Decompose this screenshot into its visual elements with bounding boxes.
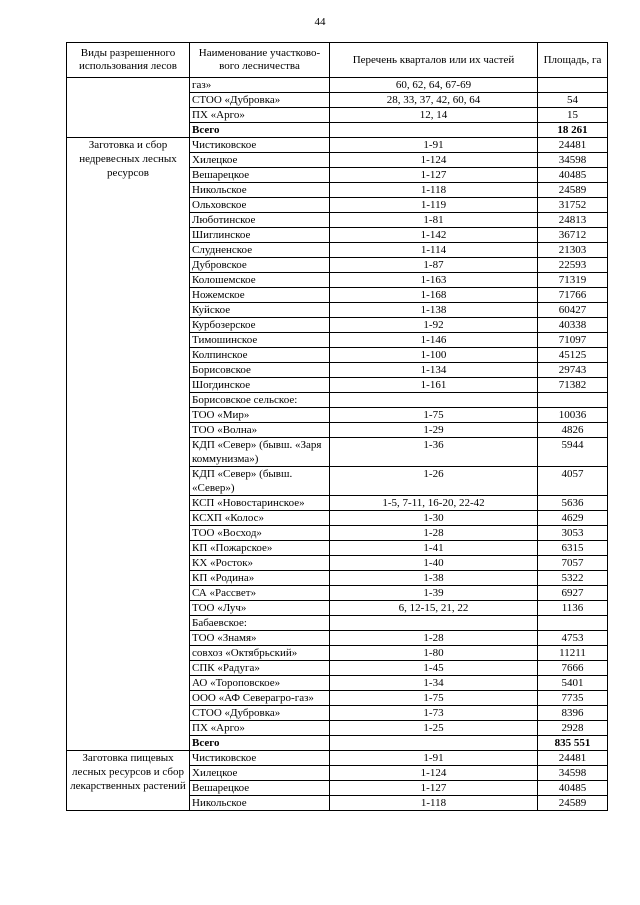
- use-type-cell: [67, 78, 190, 138]
- forestry-name-cell: газ»: [190, 78, 330, 93]
- header-forestry-name: Наименование участково-вого лесничества: [190, 43, 330, 78]
- forestry-name-cell: Люботинское: [190, 213, 330, 228]
- area-cell: 60427: [538, 303, 608, 318]
- area-cell: 4629: [538, 511, 608, 526]
- quarters-cell: 1-30: [330, 511, 538, 526]
- forestry-name-cell: АО «Тороповское»: [190, 676, 330, 691]
- forestry-name-cell: Хилецкое: [190, 766, 330, 781]
- table-row: [67, 78, 608, 93]
- area-cell: 34598: [538, 766, 608, 781]
- area-cell: 34598: [538, 153, 608, 168]
- area-cell: [538, 616, 608, 631]
- forestry-name-cell: Всего: [190, 123, 330, 138]
- quarters-cell: 1-80: [330, 646, 538, 661]
- forestry-name-cell: Дубровское: [190, 258, 330, 273]
- quarters-cell: 1-26: [330, 467, 538, 496]
- area-cell: 5322: [538, 571, 608, 586]
- quarters-cell: 1-92: [330, 318, 538, 333]
- area-cell: 7666: [538, 661, 608, 676]
- area-cell: 40485: [538, 781, 608, 796]
- forest-use-table: [66, 42, 608, 811]
- area-cell: 6927: [538, 586, 608, 601]
- area-cell: 31752: [538, 198, 608, 213]
- area-cell: 4753: [538, 631, 608, 646]
- area-cell: 4826: [538, 423, 608, 438]
- forestry-name-cell: СПК «Радуга»: [190, 661, 330, 676]
- area-cell: 24481: [538, 751, 608, 766]
- forestry-name-cell: СА «Рассвет»: [190, 586, 330, 601]
- forestry-name-cell: ТОО «Волна»: [190, 423, 330, 438]
- forestry-name-cell: совхоз «Октябрьский»: [190, 646, 330, 661]
- forestry-name-cell: Ножемское: [190, 288, 330, 303]
- quarters-cell: 1-118: [330, 183, 538, 198]
- forestry-name-cell: Ольховское: [190, 198, 330, 213]
- area-cell: 18 261: [538, 123, 608, 138]
- area-cell: 11211: [538, 646, 608, 661]
- forestry-name-cell: КП «Пожарское»: [190, 541, 330, 556]
- header-use-type: Виды разрешенного использования лесов: [67, 43, 190, 78]
- quarters-cell: 28, 33, 37, 42, 60, 64: [330, 93, 538, 108]
- forestry-name-cell: ТОО «Мир»: [190, 408, 330, 423]
- area-cell: 5401: [538, 676, 608, 691]
- quarters-cell: 1-41: [330, 541, 538, 556]
- quarters-cell: 1-163: [330, 273, 538, 288]
- forestry-name-cell: Куйское: [190, 303, 330, 318]
- quarters-cell: 1-127: [330, 168, 538, 183]
- area-cell: 1136: [538, 601, 608, 616]
- forestry-name-cell: Чистиковское: [190, 751, 330, 766]
- table-row: [67, 751, 608, 766]
- quarters-cell: 1-28: [330, 631, 538, 646]
- area-cell: 36712: [538, 228, 608, 243]
- quarters-cell: 1-29: [330, 423, 538, 438]
- quarters-cell: 1-114: [330, 243, 538, 258]
- quarters-cell: 1-118: [330, 796, 538, 811]
- area-cell: 24589: [538, 796, 608, 811]
- quarters-cell: 1-124: [330, 766, 538, 781]
- quarters-cell: [330, 123, 538, 138]
- area-cell: 21303: [538, 243, 608, 258]
- table-body: [67, 78, 608, 811]
- forestry-name-cell: КСХП «Колос»: [190, 511, 330, 526]
- forestry-name-cell: ТОО «Знамя»: [190, 631, 330, 646]
- area-cell: 5944: [538, 438, 608, 467]
- quarters-cell: 1-142: [330, 228, 538, 243]
- forestry-name-cell: Никольское: [190, 796, 330, 811]
- area-cell: 7735: [538, 691, 608, 706]
- forestry-name-cell: Чистиковское: [190, 138, 330, 153]
- area-cell: 54: [538, 93, 608, 108]
- quarters-cell: [330, 736, 538, 751]
- quarters-cell: 1-168: [330, 288, 538, 303]
- quarters-cell: 1-39: [330, 586, 538, 601]
- quarters-cell: 1-91: [330, 138, 538, 153]
- forestry-name-cell: Бабаевское:: [190, 616, 330, 631]
- forestry-name-cell: ПХ «Арго»: [190, 108, 330, 123]
- forestry-name-cell: СТОО «Дубровка»: [190, 93, 330, 108]
- area-cell: 40485: [538, 168, 608, 183]
- forestry-name-cell: Слудненское: [190, 243, 330, 258]
- forestry-name-cell: ПХ «Арго»: [190, 721, 330, 736]
- quarters-cell: 1-124: [330, 153, 538, 168]
- quarters-cell: 1-36: [330, 438, 538, 467]
- area-cell: [538, 78, 608, 93]
- quarters-cell: 1-138: [330, 303, 538, 318]
- forestry-name-cell: КСП «Новостаринское»: [190, 496, 330, 511]
- quarters-cell: 1-34: [330, 676, 538, 691]
- area-cell: 71319: [538, 273, 608, 288]
- area-cell: 7057: [538, 556, 608, 571]
- quarters-cell: 1-25: [330, 721, 538, 736]
- forestry-name-cell: Борисовское: [190, 363, 330, 378]
- use-type-cell: Заготовка и сбор недревесных лесных ресурсов: [67, 138, 190, 751]
- quarters-cell: 1-38: [330, 571, 538, 586]
- area-cell: 6315: [538, 541, 608, 556]
- forestry-name-cell: Колошемское: [190, 273, 330, 288]
- quarters-cell: 1-91: [330, 751, 538, 766]
- area-cell: [538, 393, 608, 408]
- quarters-cell: 1-146: [330, 333, 538, 348]
- forestry-name-cell: ТОО «Луч»: [190, 601, 330, 616]
- area-cell: 5636: [538, 496, 608, 511]
- page-number: 44: [314, 16, 326, 28]
- quarters-cell: 1-134: [330, 363, 538, 378]
- forestry-name-cell: ООО «АФ Северагро-газ»: [190, 691, 330, 706]
- forestry-name-cell: Вешарецкое: [190, 168, 330, 183]
- area-cell: 71097: [538, 333, 608, 348]
- quarters-cell: 1-81: [330, 213, 538, 228]
- area-cell: 2928: [538, 721, 608, 736]
- table-header-row: [67, 43, 608, 78]
- quarters-cell: 6, 12-15, 21, 22: [330, 601, 538, 616]
- area-cell: 10036: [538, 408, 608, 423]
- forestry-name-cell: Борисовское сельское:: [190, 393, 330, 408]
- area-cell: 3053: [538, 526, 608, 541]
- area-cell: 45125: [538, 348, 608, 363]
- quarters-cell: 1-127: [330, 781, 538, 796]
- forestry-name-cell: ТОО «Восход»: [190, 526, 330, 541]
- forestry-name-cell: Курбозерское: [190, 318, 330, 333]
- forestry-name-cell: Вешарецкое: [190, 781, 330, 796]
- quarters-cell: 1-45: [330, 661, 538, 676]
- quarters-cell: 1-119: [330, 198, 538, 213]
- forestry-name-cell: Колпинское: [190, 348, 330, 363]
- quarters-cell: [330, 393, 538, 408]
- area-cell: 15: [538, 108, 608, 123]
- quarters-cell: 1-87: [330, 258, 538, 273]
- forestry-name-cell: КДП «Север» (бывш. «Север»): [190, 467, 330, 496]
- area-cell: 835 551: [538, 736, 608, 751]
- quarters-cell: 1-40: [330, 556, 538, 571]
- area-cell: 71382: [538, 378, 608, 393]
- area-cell: 40338: [538, 318, 608, 333]
- quarters-cell: [330, 616, 538, 631]
- quarters-cell: 1-75: [330, 408, 538, 423]
- area-cell: 24813: [538, 213, 608, 228]
- area-cell: 22593: [538, 258, 608, 273]
- quarters-cell: 1-28: [330, 526, 538, 541]
- quarters-cell: 1-161: [330, 378, 538, 393]
- quarters-cell: 1-73: [330, 706, 538, 721]
- forestry-name-cell: Тимошинское: [190, 333, 330, 348]
- area-cell: 71766: [538, 288, 608, 303]
- forestry-name-cell: КХ «Росток»: [190, 556, 330, 571]
- area-cell: 29743: [538, 363, 608, 378]
- forestry-name-cell: КДП «Север» (бывш. «Заря коммунизма»): [190, 438, 330, 467]
- header-quarters: Перечень кварталов или их частей: [330, 43, 538, 78]
- forestry-name-cell: СТОО «Дубровка»: [190, 706, 330, 721]
- use-type-cell: Заготовка пищевых лесных ресурсов и сбор лекарственных растений: [67, 751, 190, 811]
- forestry-name-cell: КП «Родина»: [190, 571, 330, 586]
- quarters-cell: 1-75: [330, 691, 538, 706]
- area-cell: 24481: [538, 138, 608, 153]
- forestry-name-cell: Шиглинское: [190, 228, 330, 243]
- area-cell: 4057: [538, 467, 608, 496]
- quarters-cell: 1-100: [330, 348, 538, 363]
- quarters-cell: 1-5, 7-11, 16-20, 22-42: [330, 496, 538, 511]
- forestry-name-cell: Хилецкое: [190, 153, 330, 168]
- table-row: [67, 138, 608, 153]
- forestry-name-cell: Никольское: [190, 183, 330, 198]
- forestry-name-cell: Шогдинское: [190, 378, 330, 393]
- quarters-cell: 60, 62, 64, 67-69: [330, 78, 538, 93]
- area-cell: 24589: [538, 183, 608, 198]
- header-area: Площадь, га: [538, 43, 608, 78]
- area-cell: 8396: [538, 706, 608, 721]
- quarters-cell: 12, 14: [330, 108, 538, 123]
- forestry-name-cell: Всего: [190, 736, 330, 751]
